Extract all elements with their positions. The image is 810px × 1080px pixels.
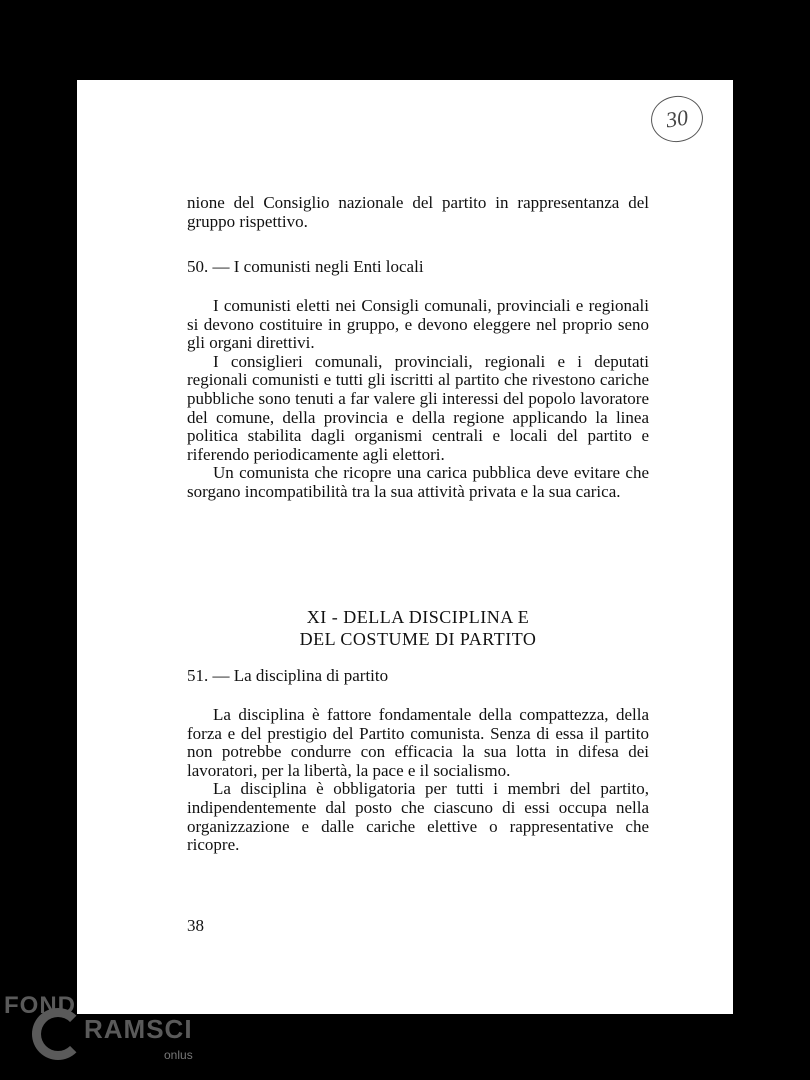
section-50-heading: 50. — I comunisti negli Enti locali — [187, 257, 424, 276]
continuation-block — [187, 194, 649, 231]
paragraph: I consiglieri comunali, provinciali, regionali e i deputati regionali comunisti e tutti gli iscritti al partito che rivestono cariche pubbliche sono tenuti a far valere gli interessi del popolo lavoratore del comune, della provincia e della regione applicando la linea politica stabilita dagli organismi centrali e locali del partito e riferendo periodicamente agli elettori. — [187, 351, 649, 464]
chapter-title-line-1: XI - DELLA DISCIPLINA E — [306, 607, 530, 627]
paragraph: I comunisti eletti nei Consigli comunali, provinciali e regionali si devono costituire in gruppo, e devono eleggere nel proprio seno gli organi direttivi. — [187, 296, 649, 353]
paragraph: Un comunista che ricopre una carica pubblica deve evitare che sorgano incompatibilità tra la sua attività privata e la sua carica. — [187, 463, 649, 501]
document-page — [77, 80, 733, 1014]
chapter-title-line-2: DEL COSTUME DI PARTITO — [299, 629, 537, 649]
chapter-title — [187, 606, 649, 650]
watermark-fond-text: FOND — [4, 992, 76, 1019]
archive-stamp: 30 — [648, 93, 706, 146]
section-51-heading: 51. — La disciplina di partito — [187, 666, 389, 685]
watermark-onlus-text: onlus — [164, 1048, 193, 1062]
paragraph: La disciplina è obbligatoria per tutti i membri del partito, indipendentemente dal posto che ciascuno di essi occupa nella organizzazione e dalle cariche elettive o rappresentative che ricopre. — [187, 779, 649, 855]
g-logo-icon — [32, 1008, 84, 1060]
continuation-paragraph: nione del Consiglio nazionale del partito in rappresentanza del gruppo rispettivo. — [187, 193, 649, 231]
section-51-body — [187, 706, 649, 855]
page-number: 38 — [187, 916, 204, 935]
section-50-body — [187, 297, 649, 502]
watermark-gramsci-text: RAMSCI — [84, 1014, 193, 1044]
fondazione-gramsci-watermark — [0, 986, 240, 1076]
paragraph: La disciplina è fattore fondamentale della compattezza, della forza e del prestigio del Partito comunista. Senza di essa il partito non potrebbe condurre con efficacia la sua lotta in difesa dei lavoratori, per la libertà, la pace e il socialismo. — [187, 705, 649, 780]
